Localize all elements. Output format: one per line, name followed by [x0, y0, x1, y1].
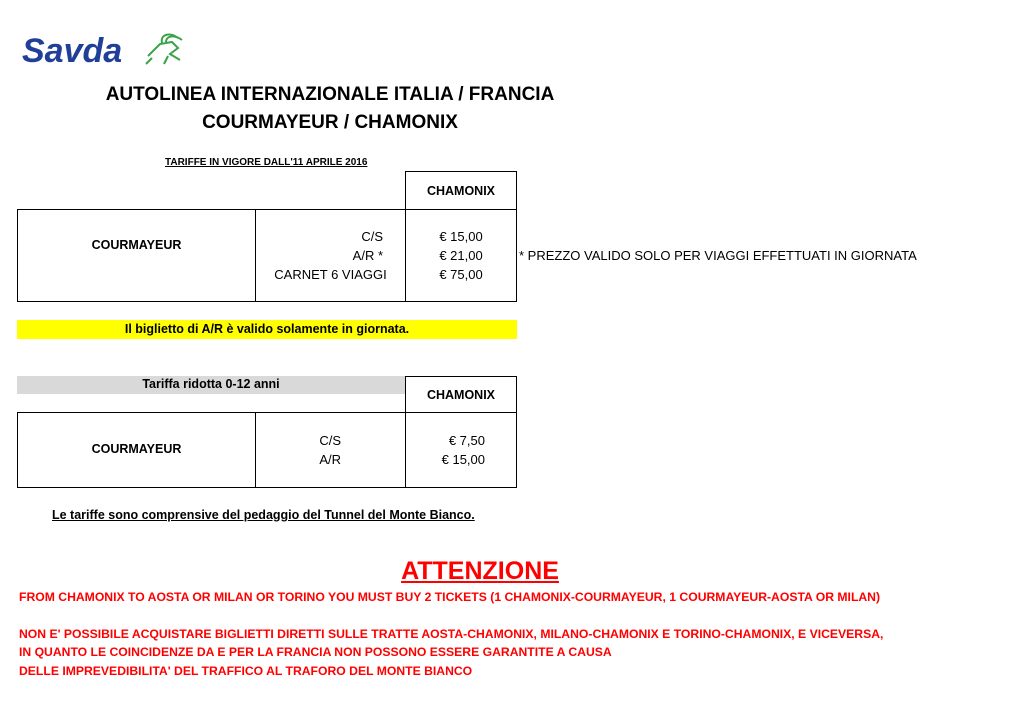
- warning-title: ATTENZIONE: [401, 557, 559, 585]
- fare-type: C/S: [361, 229, 383, 244]
- table2-origin: COURMAYEUR: [91, 442, 182, 456]
- warning-line-4: DELLE IMPREVEDIBILITA' DEL TRAFFICO AL TRAFORO DEL MONTE BIANCO: [19, 664, 473, 678]
- savda-logo: [20, 30, 190, 70]
- price: € 7,50: [448, 433, 485, 448]
- table1-origin-cell: [17, 209, 256, 302]
- validity-date: TARIFFE IN VIGORE DALL'11 APRILE 2016: [165, 157, 368, 168]
- table1-destination-header: [405, 171, 517, 210]
- price: € 75,00: [439, 267, 483, 282]
- price: € 15,00: [439, 229, 483, 244]
- price: € 21,00: [439, 248, 483, 263]
- logo-wordmark: Savda: [22, 32, 123, 70]
- table1-origin: COURMAYEUR: [91, 238, 182, 252]
- same-day-price-note: * PREZZO VALIDO SOLO PER VIAGGI EFFETTUATI IN GIORNATA: [519, 248, 917, 263]
- title-line-2: COURMAYEUR / CHAMONIX: [202, 112, 458, 133]
- table2-destination: CHAMONIX: [426, 388, 496, 402]
- fare-type: A/R *: [352, 248, 383, 263]
- table2-prices-cell: [405, 412, 517, 488]
- fare-type: A/R: [319, 452, 341, 467]
- table2-reduced-fare-label: Tariffa ridotta 0-12 anni: [17, 376, 405, 394]
- toll-included-note: Le tariffe sono comprensive del pedaggio del Tunnel del Monte Bianco.: [52, 508, 475, 522]
- table2-destination-header: [405, 376, 517, 413]
- table2-origin-cell: [17, 412, 256, 488]
- table2-fare-types-cell: [255, 412, 406, 488]
- price: € 15,00: [441, 452, 485, 467]
- title-line-1: AUTOLINEA INTERNAZIONALE ITALIA / FRANCIA: [105, 84, 555, 105]
- warning-line-3: IN QUANTO LE COINCIDENZE DA E PER LA FRANCIA NON POSSONO ESSERE GARANTITE A CAUSA: [19, 645, 612, 659]
- fare-type: C/S: [319, 433, 341, 448]
- warning-line-2: NON E' POSSIBILE ACQUISTARE BIGLIETTI DIRETTI SULLE TRATTE AOSTA-CHAMONIX, MILANO-CHAMONIX E TORINO-CHAMONIX, E VICEVERSA,: [19, 627, 884, 641]
- fare-type: CARNET 6 VIAGGI: [274, 267, 387, 282]
- table1-fare-types-cell: [255, 209, 406, 302]
- warning-line-1: FROM CHAMONIX TO AOSTA OR MILAN OR TORINO YOU MUST BUY 2 TICKETS (1 CHAMONIX-COURMAYEUR, 1 COURMAYEUR-AOSTA OR MILAN): [19, 590, 881, 604]
- ibex-icon: [146, 35, 182, 64]
- table1-prices-cell: [405, 209, 517, 302]
- table1-destination: CHAMONIX: [426, 184, 496, 198]
- same-day-ticket-notice: Il biglietto di A/R è valido solamente in giornata.: [17, 320, 517, 339]
